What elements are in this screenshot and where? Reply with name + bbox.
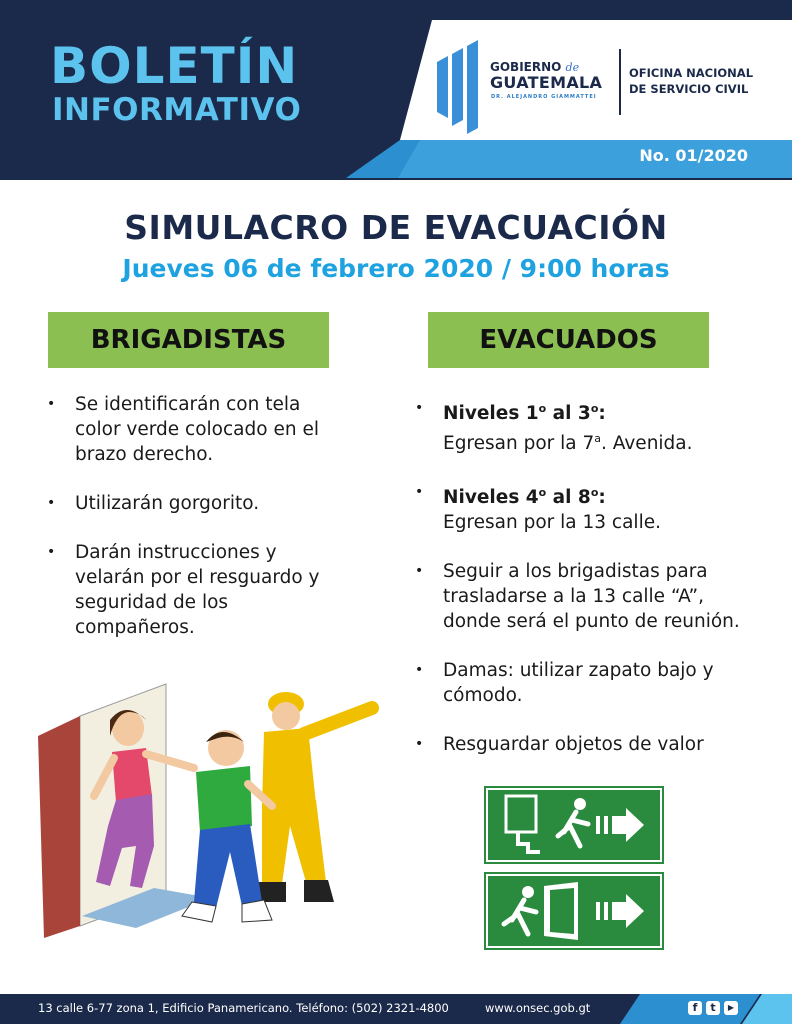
- list-item: • Resguardar objetos de valor: [415, 732, 760, 757]
- bulletin-title-line1: BOLETÍN: [50, 37, 299, 95]
- item-text: Egresan por la 13 calle.: [443, 512, 661, 534]
- brigadistas-list: [47, 392, 347, 664]
- footer-address: 13 calle 6-77 zona 1, Edificio Panamericano. Teléfono: (502) 2321-4800: [38, 1001, 449, 1015]
- footer-website[interactable]: www.onsec.gob.gt: [485, 1001, 591, 1015]
- event-date: Jueves 06 de febrero 2020 / 9:00 horas: [122, 254, 670, 283]
- evacuation-illustration: [36, 676, 386, 938]
- evacuados-list: [415, 396, 760, 781]
- office-name-line1: OFICINA NACIONAL: [629, 66, 754, 80]
- list-item: [415, 396, 760, 456]
- brigadistas-heading: BRIGADISTAS: [48, 312, 329, 368]
- evacuados-heading: EVACUADOS: [428, 312, 709, 368]
- list-item: • Darán instrucciones y velarán por el resguardo y seguridad de los compañeros.: [47, 540, 347, 640]
- item-lead: Niveles 1$^o$ al 3$^o$:: [443, 402, 606, 425]
- list-item: • Damas: utilizar zapato bajo y cómodo.: [415, 658, 760, 708]
- bulletin-number: No. 01/2020: [639, 146, 748, 165]
- exit-sign-icon: [484, 786, 664, 864]
- item-text: Egresan por la 7$^a$. Avenida.: [443, 432, 693, 455]
- list-item: • Se identificarán con tela color verde colocado en el brazo derecho.: [47, 392, 347, 467]
- exit-sign-icon: [484, 872, 664, 950]
- list-item: • Seguir a los brigadistas para trasladarse a la 13 calle “A”, donde será el punto de reunión.: [415, 559, 760, 634]
- list-item: [415, 480, 760, 535]
- facebook-icon[interactable]: f: [688, 1001, 702, 1015]
- logo-gobierno-text: GOBIERNO de: [490, 60, 580, 74]
- bulletin-title-line2: INFORMATIVO: [52, 92, 302, 128]
- youtube-icon[interactable]: ▶: [724, 1001, 738, 1015]
- logo-guatemala-text: GUATEMALA: [490, 73, 603, 92]
- office-name-line2: DE SERVICIO CIVIL: [629, 82, 749, 96]
- twitter-icon[interactable]: t: [706, 1001, 720, 1015]
- list-item: • Utilizarán gorgorito.: [47, 491, 347, 516]
- item-lead: Niveles 4$^o$ al 8$^o$:: [443, 486, 606, 509]
- event-title: SIMULACRO DE EVACUACIÓN: [124, 208, 668, 247]
- logo-president-text: DR. ALEJANDRO GIAMMATTEI: [491, 94, 597, 100]
- logo-divider: [619, 49, 621, 115]
